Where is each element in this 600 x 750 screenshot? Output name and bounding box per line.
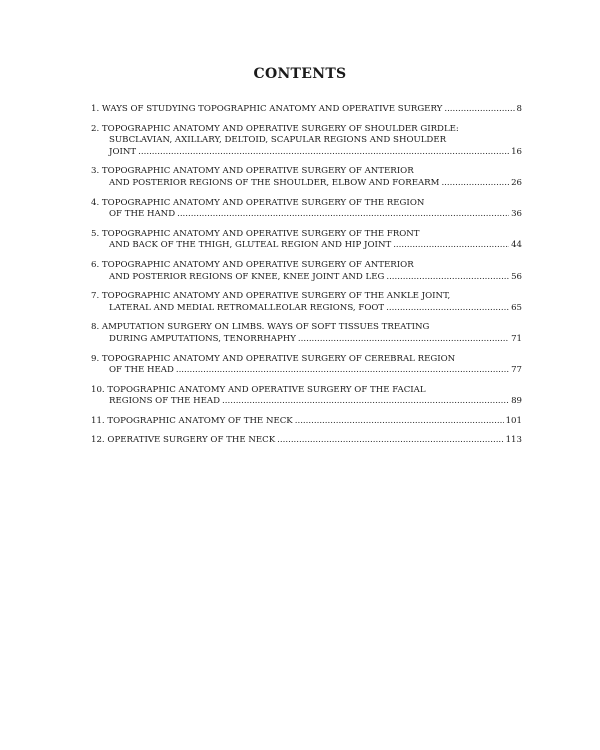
toc-page-number: 77 bbox=[511, 365, 522, 376]
toc-entry bbox=[91, 385, 522, 408]
toc-entry-line bbox=[91, 147, 522, 159]
dot-leader bbox=[277, 435, 503, 447]
toc-entry bbox=[91, 435, 522, 447]
toc-entry bbox=[91, 104, 522, 116]
toc-entry bbox=[91, 198, 522, 221]
toc-entry-text: AND POSTERIOR REGIONS OF THE SHOULDER, ELBOW AND FOREARM bbox=[109, 177, 440, 188]
toc-entry-line bbox=[91, 198, 522, 210]
toc-entry-text: 5. TOPOGRAPHIC ANATOMY AND OPERATIVE SURGERY OF THE FRONT bbox=[91, 228, 420, 239]
dot-leader bbox=[441, 178, 509, 190]
toc-entry-text: 11. TOPOGRAPHIC ANATOMY OF THE NECK bbox=[91, 415, 293, 426]
toc-entry-line bbox=[91, 124, 522, 136]
toc-entry-line bbox=[91, 166, 522, 178]
toc-entry-text: OF THE HEAD bbox=[109, 365, 174, 376]
toc-entry-line bbox=[91, 303, 522, 315]
toc-entry-text: 9. TOPOGRAPHIC ANATOMY AND OPERATIVE SURGERY OF CEREBRAL REGION bbox=[91, 353, 456, 364]
toc-entry bbox=[91, 229, 522, 252]
dot-leader bbox=[298, 334, 509, 346]
dot-leader bbox=[393, 240, 509, 252]
toc-page-number: 44 bbox=[511, 240, 522, 251]
toc-entry-text: 10. TOPOGRAPHIC ANATOMY AND OPERATIVE SURGERY OF THE FACIAL bbox=[91, 384, 426, 395]
toc-entry-text: 1. WAYS OF STUDYING TOPOGRAPHIC ANATOMY AND OPERATIVE SURGERY bbox=[91, 104, 443, 114]
toc-entry-text: AND BACK OF THE THIGH, GLUTEAL REGION AND HIP JOINT bbox=[109, 240, 392, 251]
toc-entry-line bbox=[91, 104, 522, 116]
dot-leader bbox=[386, 272, 509, 284]
dot-leader bbox=[295, 416, 504, 428]
dot-leader bbox=[177, 209, 509, 221]
toc-entry-text: OF THE HAND bbox=[109, 209, 176, 220]
toc-page-number: 26 bbox=[511, 177, 522, 188]
toc-entry-line bbox=[91, 209, 522, 221]
toc-page-number: 36 bbox=[511, 209, 522, 220]
toc-entry-line bbox=[91, 396, 522, 408]
toc-entry-text: 8. AMPUTATION SURGERY ON LIMBS. WAYS OF SOFT TISSUES TREATING bbox=[91, 322, 430, 333]
toc-page-number: 56 bbox=[511, 271, 522, 282]
toc-entry-line bbox=[91, 272, 522, 284]
toc-page-number: 101 bbox=[505, 415, 522, 426]
toc-entry-text: 3. TOPOGRAPHIC ANATOMY AND OPERATIVE SURGERY OF ANTERIOR bbox=[91, 166, 414, 177]
toc-entry-text: DURING AMPUTATIONS, TENORRHAPHY bbox=[109, 333, 296, 344]
toc-entry bbox=[91, 166, 522, 189]
toc-entry-line bbox=[91, 229, 522, 241]
toc-entry-text: JOINT bbox=[109, 146, 137, 157]
toc-entry bbox=[91, 416, 522, 428]
table-of-contents bbox=[91, 104, 522, 455]
dot-leader bbox=[222, 396, 509, 408]
page-title: CONTENTS bbox=[253, 66, 347, 82]
toc-page-number: 16 bbox=[511, 146, 522, 157]
toc-entry-line bbox=[91, 354, 522, 366]
dot-leader bbox=[176, 365, 509, 377]
dot-leader bbox=[138, 147, 509, 159]
toc-entry-text: 7. TOPOGRAPHIC ANATOMY AND OPERATIVE SURGERY OF THE ANKLE JOINT, bbox=[91, 291, 451, 302]
toc-entry-line bbox=[91, 135, 522, 147]
toc-entry-line bbox=[91, 334, 522, 346]
toc-entry-line bbox=[91, 435, 522, 447]
toc-entry-line bbox=[91, 365, 522, 377]
toc-entry-text: LATERAL AND MEDIAL RETROMALLEOLAR REGIONS, FOOT bbox=[109, 302, 385, 313]
toc-page-number: 113 bbox=[505, 435, 522, 446]
toc-entry-line bbox=[91, 178, 522, 190]
toc-entry-text: 2. TOPOGRAPHIC ANATOMY AND OPERATIVE SURGERY OF SHOULDER GIRDLE: bbox=[91, 123, 459, 134]
toc-entry-line bbox=[91, 385, 522, 397]
dot-leader bbox=[386, 303, 509, 315]
toc-entry-line bbox=[91, 291, 522, 303]
toc-entry-line bbox=[91, 322, 522, 334]
toc-entry bbox=[91, 291, 522, 314]
toc-page-number: 71 bbox=[511, 333, 522, 344]
toc-page-number: 8 bbox=[516, 104, 522, 114]
toc-entry-text: AND POSTERIOR REGIONS OF KNEE, KNEE JOINT AND LEG bbox=[109, 271, 385, 282]
toc-entry bbox=[91, 260, 522, 283]
toc-entry-text: 6. TOPOGRAPHIC ANATOMY AND OPERATIVE SURGERY OF ANTERIOR bbox=[91, 259, 414, 270]
toc-entry-text: REGIONS OF THE HEAD bbox=[109, 396, 221, 407]
toc-entry bbox=[91, 322, 522, 345]
toc-entry-line bbox=[91, 416, 522, 428]
toc-entry bbox=[91, 124, 522, 159]
toc-entry-text: 12. OPERATIVE SURGERY OF THE NECK bbox=[91, 435, 276, 446]
toc-entry-text: SUBCLAVIAN, AXILLARY, DELTOID, SCAPULAR REGIONS AND SHOULDER bbox=[109, 135, 447, 146]
toc-page-number: 89 bbox=[511, 396, 522, 407]
toc-page-number: 65 bbox=[511, 302, 522, 313]
toc-entry-line bbox=[91, 260, 522, 272]
toc-entry-line bbox=[91, 240, 522, 252]
dot-leader bbox=[444, 104, 514, 116]
toc-entry bbox=[91, 354, 522, 377]
toc-entry-text: 4. TOPOGRAPHIC ANATOMY AND OPERATIVE SURGERY OF THE REGION bbox=[91, 197, 425, 208]
